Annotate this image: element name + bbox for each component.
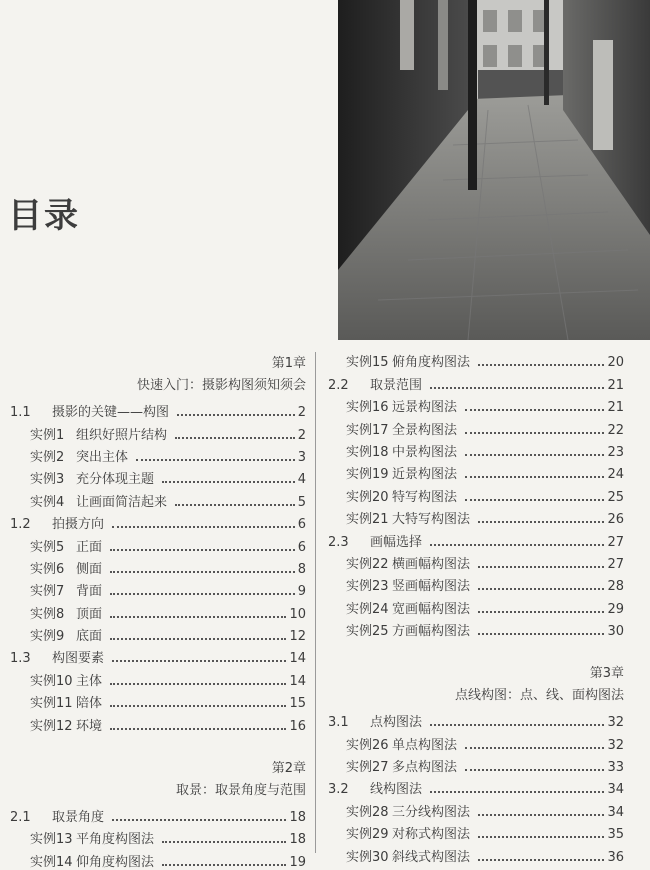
toc-entry-label — [326, 374, 422, 393]
toc-entry-number: 实例1 — [30, 427, 65, 443]
toc-example-row — [0, 689, 306, 711]
toc-example-row — [0, 555, 306, 577]
toc-page-number: 6 — [297, 539, 306, 555]
toc-entry-text: 让画面简洁起来 — [76, 494, 168, 510]
toc-entry-text: 斜线式构图法 — [392, 849, 471, 865]
dot-leader — [430, 783, 604, 793]
toc-page-number: 5 — [297, 494, 306, 510]
toc-example-row — [0, 825, 306, 847]
chapter-title: 点线构图：点、线、面构图法 — [454, 688, 624, 704]
toc-entry-label — [326, 778, 422, 797]
toc-entry-text: 构图要素 — [52, 651, 105, 667]
toc-entry-label — [326, 711, 422, 730]
toc-section-row — [326, 370, 624, 392]
toc-entry-number: 实例15 — [346, 355, 389, 371]
toc-entry-number: 实例3 — [30, 472, 65, 488]
dot-leader — [430, 379, 604, 389]
toc-example-row — [326, 438, 624, 460]
toc-entry-number: 实例28 — [346, 804, 389, 820]
toc-entry-text: 取景角度 — [52, 809, 105, 825]
toc-section-row — [326, 527, 624, 549]
toc-example-row — [0, 443, 306, 465]
toc-entry-label — [326, 553, 470, 572]
toc-entry-text: 取景范围 — [370, 377, 423, 393]
toc-example-row — [0, 465, 306, 487]
toc-entry-text: 组织好照片结构 — [76, 427, 168, 443]
toc-example-row — [0, 666, 306, 688]
toc-example-row — [0, 711, 306, 733]
dot-leader — [110, 541, 295, 551]
dot-leader — [162, 856, 286, 866]
toc-page-number: 25 — [607, 489, 624, 505]
toc-example-row — [326, 820, 624, 842]
toc-entry-text: 底面 — [76, 629, 103, 645]
toc-entry-number: 实例19 — [346, 467, 389, 483]
toc-example-row — [326, 393, 624, 415]
dot-leader — [112, 652, 286, 662]
toc-page-number: 3 — [297, 449, 306, 465]
dot-leader — [478, 806, 604, 816]
toc-entry-number: 2.1 — [10, 809, 31, 825]
dot-leader — [110, 720, 286, 730]
toc-page-number: 33 — [607, 760, 624, 776]
toc-entry-label — [0, 806, 104, 825]
toc-section-row — [326, 775, 624, 797]
toc-entry-text: 单点构图法 — [392, 737, 458, 753]
toc-section-row — [0, 802, 306, 824]
toc-page-number: 10 — [289, 606, 306, 622]
toc-entry-label — [0, 851, 154, 870]
toc-example-row — [0, 487, 306, 509]
toc-entry-number: 实例4 — [30, 494, 65, 510]
toc-entry-number: 实例13 — [30, 832, 73, 848]
toc-page-number: 29 — [607, 601, 624, 617]
chapter-title: 取景：取景角度与范围 — [175, 783, 306, 799]
toc-entry-label — [0, 401, 169, 420]
dot-leader — [465, 424, 604, 434]
toc-example-row — [326, 415, 624, 437]
toc-example-row — [326, 797, 624, 819]
toc-entry-number: 3.1 — [328, 715, 349, 731]
chapter1-entries — [0, 398, 306, 734]
dot-leader — [478, 558, 604, 568]
dot-leader — [478, 851, 604, 861]
toc-page-number: 14 — [289, 651, 306, 667]
toc-entry-label — [326, 598, 470, 617]
toc-entry-text: 突出主体 — [76, 449, 129, 465]
toc-example-row — [326, 594, 624, 616]
toc-page-number: 9 — [297, 584, 306, 600]
toc-entry-number: 实例27 — [346, 760, 389, 776]
toc-example-row — [0, 847, 306, 869]
toc-page-number: 36 — [607, 849, 624, 865]
toc-example-row — [0, 599, 306, 621]
toc-entry-number: 2.3 — [328, 534, 349, 550]
toc-entry-label — [326, 756, 457, 775]
toc-entry-text: 仰角度构图法 — [76, 854, 155, 870]
toc-entry-number: 实例18 — [346, 444, 389, 460]
toc-entry-text: 画幅选择 — [370, 534, 423, 550]
toc-example-row — [326, 753, 624, 775]
toc-page-number: 21 — [607, 400, 624, 416]
toc-page-number: 24 — [607, 467, 624, 483]
page-title: 目录 — [8, 196, 80, 236]
dot-leader — [430, 716, 604, 726]
dot-leader — [465, 401, 604, 411]
toc-example-row — [326, 550, 624, 572]
toc-page-number: 34 — [607, 804, 624, 820]
toc-entry-number: 实例5 — [30, 539, 65, 555]
toc-page-number: 2 — [297, 405, 306, 421]
toc-entry-text: 全景构图法 — [392, 422, 458, 438]
toc-entry-text: 竖画幅构图法 — [392, 579, 471, 595]
dot-leader — [465, 761, 604, 771]
dot-leader — [478, 828, 604, 838]
toc-example-row — [0, 420, 306, 442]
toc-entry-number: 实例11 — [30, 696, 73, 712]
toc-entry-text: 对称式构图法 — [392, 827, 471, 843]
toc-entry-label — [326, 396, 457, 415]
dot-leader — [478, 603, 604, 613]
toc-page-number: 21 — [607, 377, 624, 393]
toc-entry-text: 侧面 — [76, 561, 103, 577]
toc-entry-text: 环境 — [76, 718, 103, 734]
toc-page-number: 12 — [289, 629, 306, 645]
toc-page-number: 18 — [289, 832, 306, 848]
toc-page-number: 18 — [289, 809, 306, 825]
toc-entry-number: 2.2 — [328, 377, 349, 393]
toc-entry-number: 实例20 — [346, 489, 389, 505]
toc-entry-text: 三分线构图法 — [392, 804, 471, 820]
dot-leader — [110, 563, 295, 573]
toc-entry-label — [0, 536, 102, 555]
toc-page-number: 32 — [607, 737, 624, 753]
toc-page-number: 14 — [289, 673, 306, 689]
toc-entry-label — [0, 670, 102, 689]
toc-entry-label — [326, 575, 470, 594]
toc-entry-label — [0, 692, 102, 711]
alley-photo — [338, 0, 650, 340]
chapter3-entries — [326, 708, 624, 865]
toc-entry-number: 实例23 — [346, 579, 389, 595]
toc-page-number: 32 — [607, 715, 624, 731]
chapter-number: 第1章 — [271, 356, 306, 371]
dot-leader — [478, 356, 604, 366]
toc-example-row — [326, 572, 624, 594]
toc-entry-number: 1.1 — [10, 405, 31, 421]
toc-example-row — [326, 505, 624, 527]
toc-example-row — [326, 730, 624, 752]
dot-leader — [478, 513, 604, 523]
toc-entry-number: 实例2 — [30, 449, 65, 465]
toc-section-row — [0, 510, 306, 532]
toc-entry-number: 实例8 — [30, 606, 65, 622]
toc-entry-label — [326, 441, 457, 460]
toc-page-number: 16 — [289, 718, 306, 734]
chapter-title: 快速入门：摄影构图须知须会 — [136, 378, 306, 394]
toc-page-number: 27 — [607, 534, 624, 550]
toc-entry-label — [326, 463, 457, 482]
dot-leader — [110, 630, 286, 640]
toc-entry-label — [326, 846, 470, 865]
toc-entry-text: 宽画幅构图法 — [392, 601, 471, 617]
dot-leader — [112, 811, 286, 821]
toc-entry-text: 特写构图法 — [392, 489, 458, 505]
toc-section-row — [326, 708, 624, 730]
toc-entry-label — [0, 647, 104, 666]
toc-entry-label — [0, 580, 102, 599]
toc-left-column — [0, 353, 306, 870]
dot-leader — [465, 491, 604, 501]
toc-example-row — [326, 348, 624, 370]
toc-example-row — [0, 577, 306, 599]
toc-entry-text: 主体 — [76, 673, 103, 689]
toc-entry-number: 实例7 — [30, 584, 65, 600]
toc-entry-text: 平角度构图法 — [76, 832, 155, 848]
dot-leader — [136, 451, 295, 461]
dot-leader — [110, 585, 295, 595]
toc-entry-number: 实例17 — [346, 422, 389, 438]
toc-entry-text: 大特写构图法 — [392, 512, 471, 528]
toc-page-number: 4 — [297, 472, 306, 488]
toc-entry-text: 摄影的关键——构图 — [52, 405, 170, 421]
toc-entry-text: 俯角度构图法 — [392, 355, 471, 371]
toc-page-number: 26 — [607, 512, 624, 528]
toc-entry-number: 实例30 — [346, 849, 389, 865]
dot-leader — [110, 675, 286, 685]
toc-entry-number: 实例29 — [346, 827, 389, 843]
toc-entry-label — [326, 531, 422, 550]
toc-entry-number: 实例9 — [30, 629, 65, 645]
toc-page-number: 19 — [289, 854, 306, 870]
dot-leader — [430, 536, 604, 546]
dot-leader — [162, 473, 295, 483]
toc-page-number: 2 — [297, 427, 306, 443]
toc-entry-text: 点构图法 — [370, 715, 423, 731]
toc-page-number: 27 — [607, 556, 624, 572]
toc-entry-number: 实例24 — [346, 601, 389, 617]
toc-entry-label — [0, 828, 154, 847]
toc-entry-label — [326, 508, 470, 527]
toc-example-row — [326, 617, 624, 639]
toc-page-number: 8 — [297, 561, 306, 577]
dot-leader — [162, 833, 286, 843]
toc-entry-number: 实例16 — [346, 400, 389, 416]
chapter-number: 第2章 — [271, 760, 306, 776]
toc-entry-number: 1.3 — [10, 651, 31, 667]
toc-entry-label — [0, 491, 167, 510]
toc-entry-text: 拍摄方向 — [52, 517, 105, 533]
dot-leader — [175, 496, 295, 506]
toc-entry-label — [0, 715, 102, 734]
toc-entry-label — [326, 419, 457, 438]
toc-entry-number: 实例12 — [30, 718, 73, 734]
toc-entry-label — [0, 424, 167, 443]
toc-entry-number: 3.2 — [328, 782, 349, 798]
toc-entry-text: 横画幅构图法 — [392, 556, 471, 572]
toc-example-row — [326, 482, 624, 504]
toc-entry-label — [326, 486, 457, 505]
toc-page-number: 35 — [607, 827, 624, 843]
toc-entry-label — [0, 513, 104, 532]
toc-entry-label — [326, 823, 470, 842]
toc-section-row — [0, 644, 306, 666]
chapter-number: 第3章 — [589, 666, 624, 682]
toc-entry-label — [326, 734, 457, 753]
toc-entry-label — [326, 801, 470, 820]
toc-entry-number: 实例21 — [346, 512, 389, 528]
toc-page-number: 34 — [607, 782, 624, 798]
dot-leader — [110, 697, 286, 707]
toc-entry-text: 方画幅构图法 — [392, 624, 471, 640]
toc-example-row — [0, 532, 306, 554]
dot-leader — [112, 518, 295, 528]
toc-entry-label — [326, 351, 470, 370]
toc-entry-number: 实例26 — [346, 737, 389, 753]
toc-page-number: 23 — [607, 444, 624, 460]
toc-page-number: 28 — [607, 579, 624, 595]
dot-leader — [478, 625, 604, 635]
dot-leader — [175, 429, 295, 439]
dot-leader — [110, 608, 286, 618]
toc-entry-number: 实例6 — [30, 561, 65, 577]
toc-page-number: 22 — [607, 422, 624, 438]
chapter2-continued-entries — [326, 348, 624, 639]
toc-entry-text: 陪体 — [76, 696, 103, 712]
toc-example-row — [0, 622, 306, 644]
toc-entry-label — [326, 620, 470, 639]
toc-right-column — [326, 348, 624, 865]
toc-entry-label — [0, 625, 102, 644]
toc-entry-label — [0, 603, 102, 622]
toc-entry-text: 多点构图法 — [392, 760, 458, 776]
toc-entry-text: 顶面 — [76, 606, 103, 622]
toc-entry-text: 线构图法 — [370, 782, 423, 798]
toc-entry-text: 中景构图法 — [392, 444, 458, 460]
toc-page-number: 15 — [289, 696, 306, 712]
toc-entry-label — [0, 446, 128, 465]
toc-entry-number: 实例14 — [30, 854, 73, 870]
dot-leader — [478, 580, 604, 590]
toc-entry-number: 1.2 — [10, 517, 31, 533]
dot-leader — [465, 739, 604, 749]
toc-entry-text: 正面 — [76, 539, 103, 555]
toc-page-number: 6 — [297, 517, 306, 533]
dot-leader — [465, 468, 604, 478]
chapter2-entries — [0, 802, 306, 869]
toc-entry-text: 近景构图法 — [392, 467, 458, 483]
toc-entry-text: 充分体现主题 — [76, 472, 155, 488]
toc-entry-label — [0, 558, 102, 577]
dot-leader — [465, 446, 604, 456]
toc-entry-text: 远景构图法 — [392, 400, 458, 416]
toc-entry-number: 实例25 — [346, 624, 389, 640]
column-divider — [315, 352, 316, 853]
toc-entry-number: 实例10 — [30, 673, 73, 689]
toc-page-number: 30 — [607, 624, 624, 640]
toc-entry-text: 背面 — [76, 584, 103, 600]
toc-section-row — [0, 398, 306, 420]
toc-entry-number: 实例22 — [346, 556, 389, 572]
toc-entry-label — [0, 468, 154, 487]
dot-leader — [177, 406, 295, 416]
toc-example-row — [326, 842, 624, 864]
toc-page-number: 20 — [607, 355, 624, 371]
toc-example-row — [326, 460, 624, 482]
